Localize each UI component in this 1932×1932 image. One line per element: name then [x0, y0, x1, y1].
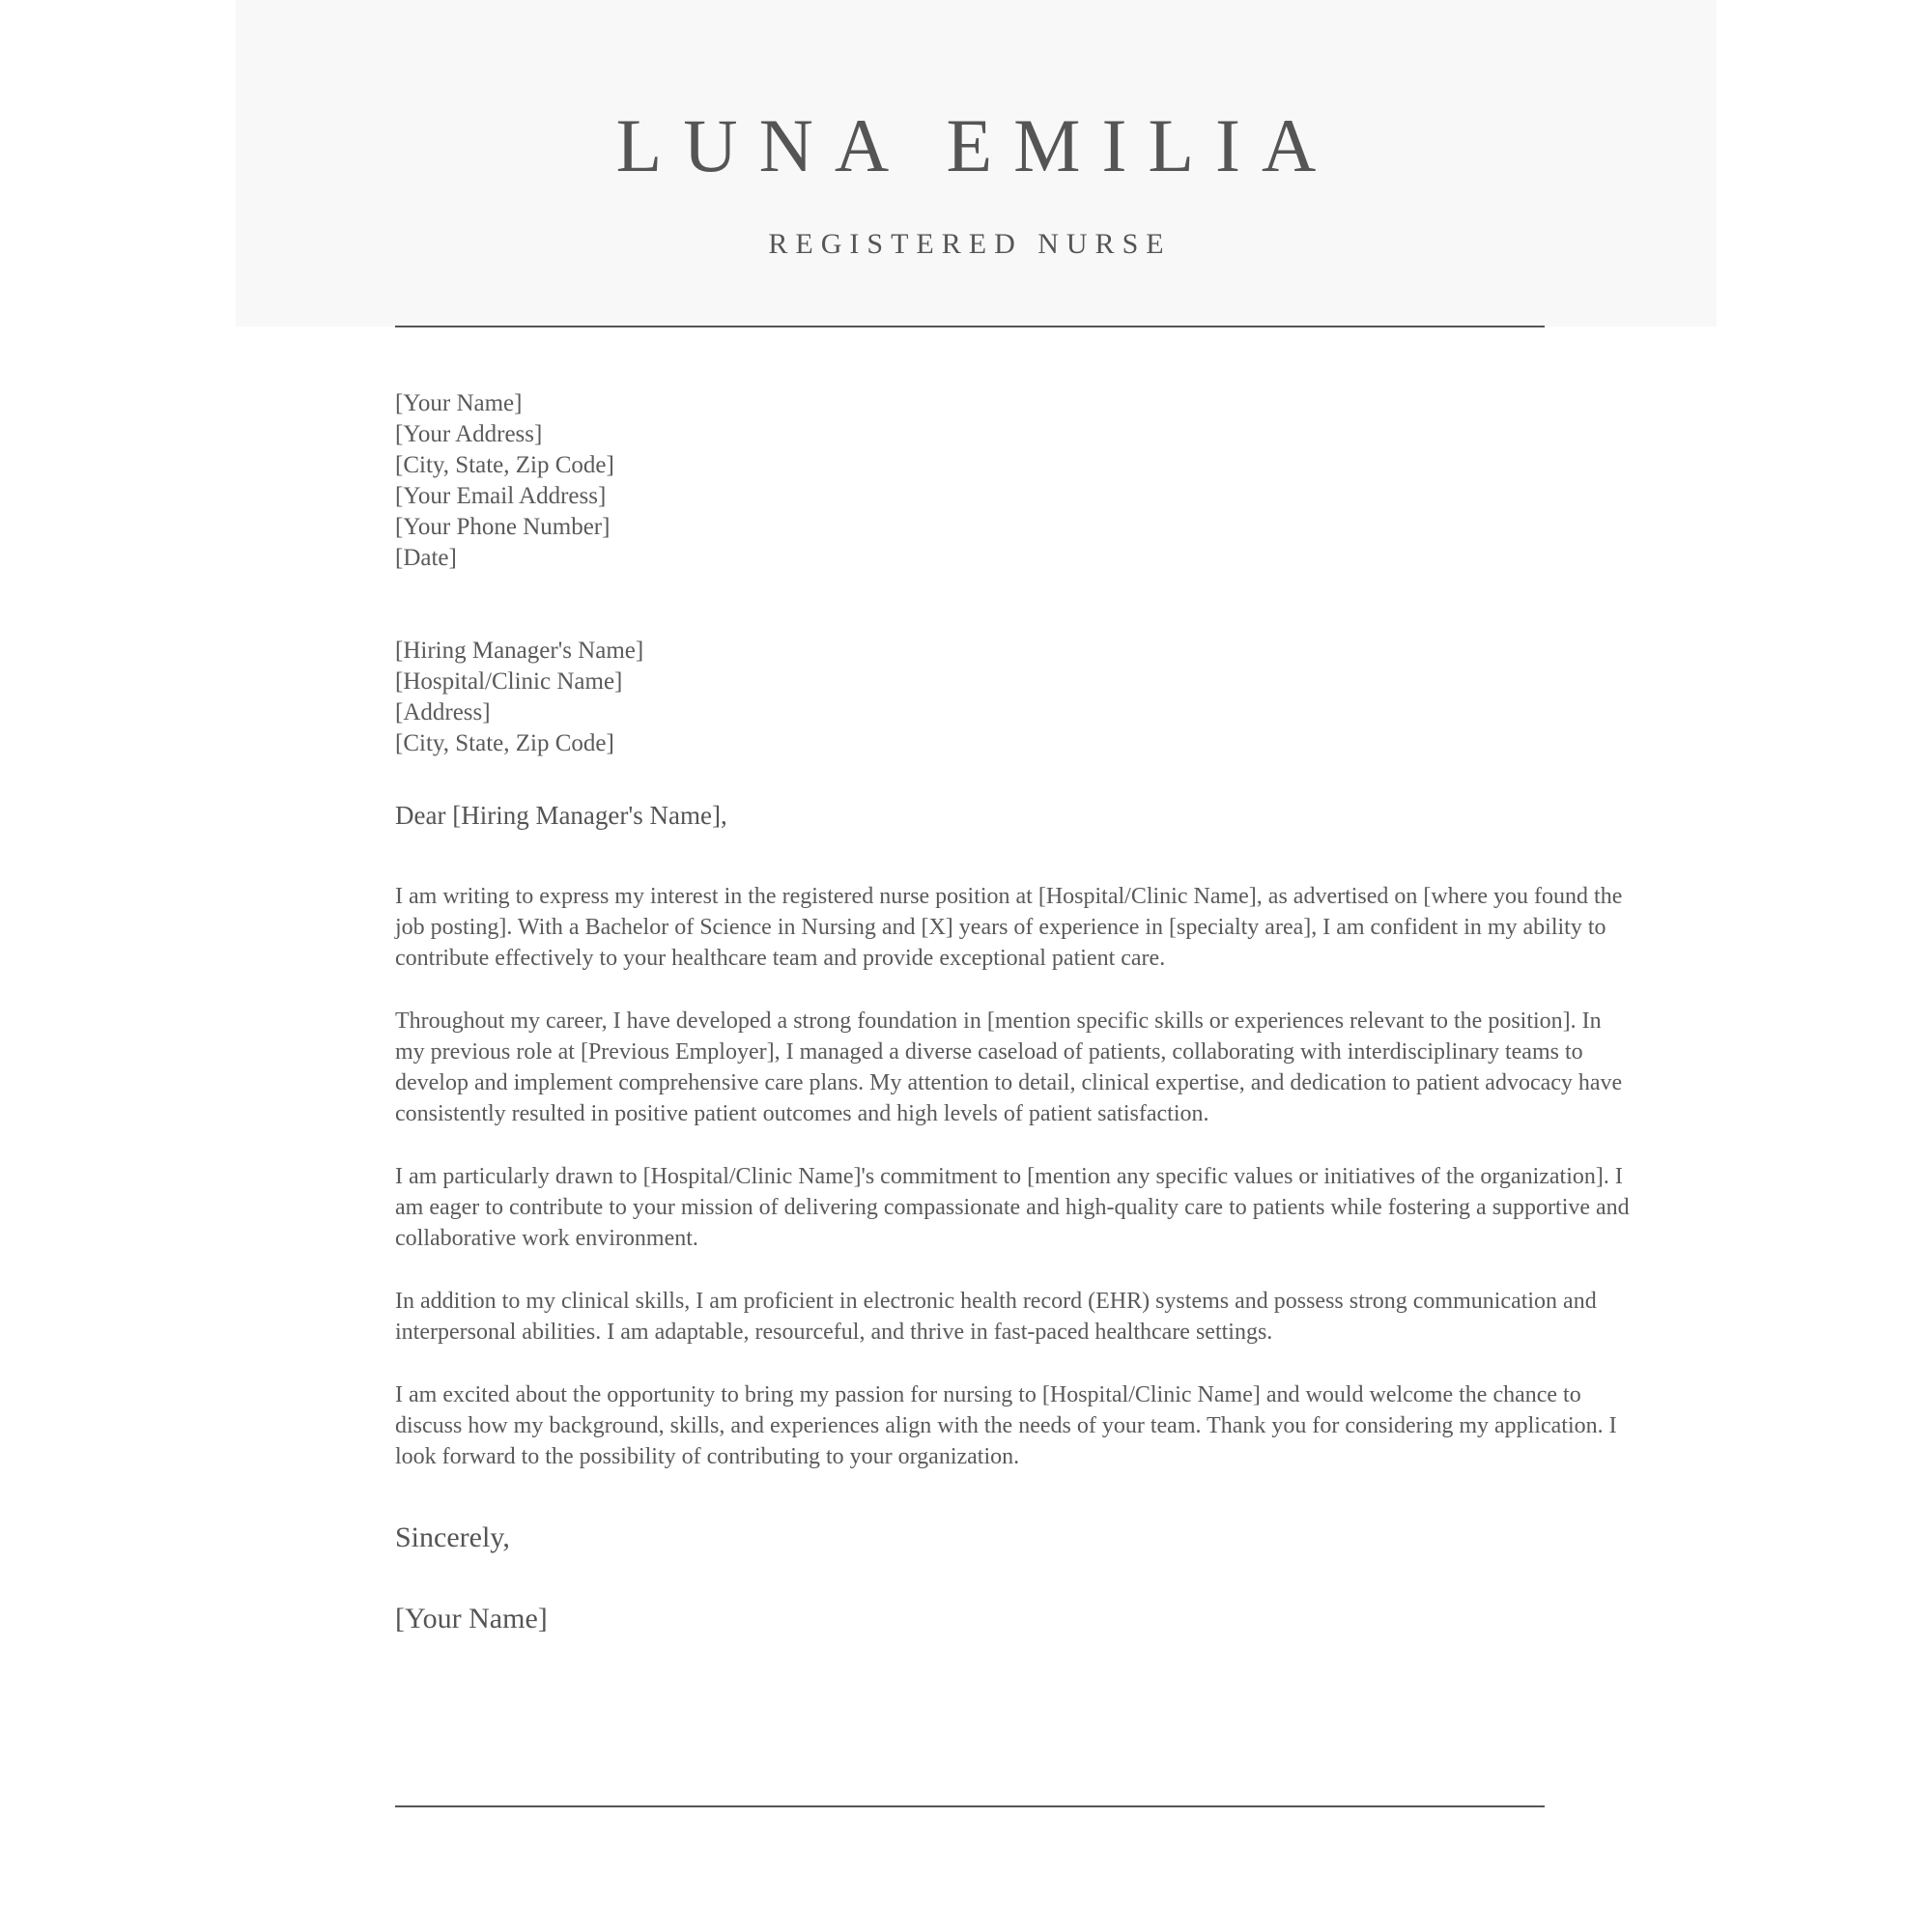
sender-address: [Your Address]: [395, 421, 543, 447]
body-paragraph-5: I am excited about the opportunity to bring my passion for nursing to [Hospital/Clinic Name] and would welcome the chance to discuss how my background, skills, and experiences align with the needs of your team. Thank you for considering my application. I look forward to the possibility of contributing to your organization.: [395, 1382, 1617, 1469]
salutation: Dear [Hiring Manager's Name],: [395, 801, 727, 830]
recipient-address: [Address]: [395, 699, 491, 725]
applicant-title: REGISTERED NURSE: [768, 228, 1172, 260]
letter-date: [Date]: [395, 545, 457, 571]
body-paragraph-2: Throughout my career, I have developed a strong foundation in [mention specific skills or experiences relevant to the position]. In my previous role at [Previous Employer], I managed a diverse caseload of patients, collaborating with interdisciplinary teams to develop and implement comprehensive care plans. My attention to detail, clinical expertise, and dedication to patient advocacy have consistently resulted in positive patient outcomes and high levels of patient satisfaction.: [395, 1009, 1623, 1126]
recipient-address-block: [395, 636, 643, 759]
sender-phone: [Your Phone Number]: [395, 514, 611, 540]
body-paragraph-3: I am particularly drawn to [Hospital/Clinic Name]'s commitment to [mention any specific values or initiatives of the organization]. I am eager to contribute to your mission of delivering compassionate and high-quality care to patients while fostering a supportive and collaborative work environment.: [395, 1164, 1630, 1251]
recipient-organization: [Hospital/Clinic Name]: [395, 668, 623, 695]
recipient-city: [City, State, Zip Code]: [395, 730, 614, 756]
header-divider: [395, 326, 1545, 327]
sender-name: [Your Name]: [395, 390, 523, 416]
signature-name: [Your Name]: [395, 1603, 548, 1634]
closing: Sincerely,: [395, 1521, 510, 1553]
recipient-name: [Hiring Manager's Name]: [395, 638, 644, 664]
applicant-name: LUNA EMILIA: [615, 103, 1338, 187]
letter-body: [395, 881, 1632, 1504]
sender-email: [Your Email Address]: [395, 483, 607, 509]
body-paragraph-1: I am writing to express my interest in the registered nurse position at [Hospital/Clinic Name], as advertised on [where you found the job posting]. With a Bachelor of Science in Nursing and [X] years of experience in [specialty area], I am confident in my ability to contribute effectively to your healthcare team and provide exceptional patient care.: [395, 884, 1623, 971]
body-paragraph-4: In addition to my clinical skills, I am proficient in electronic health record (EHR) systems and possess strong communication and interpersonal abilities. I am adaptable, resourceful, and thrive in fast-paced healthcare settings.: [395, 1289, 1597, 1345]
sender-address-block: [395, 388, 614, 574]
sender-city: [City, State, Zip Code]: [395, 452, 614, 478]
footer-divider: [395, 1805, 1545, 1807]
